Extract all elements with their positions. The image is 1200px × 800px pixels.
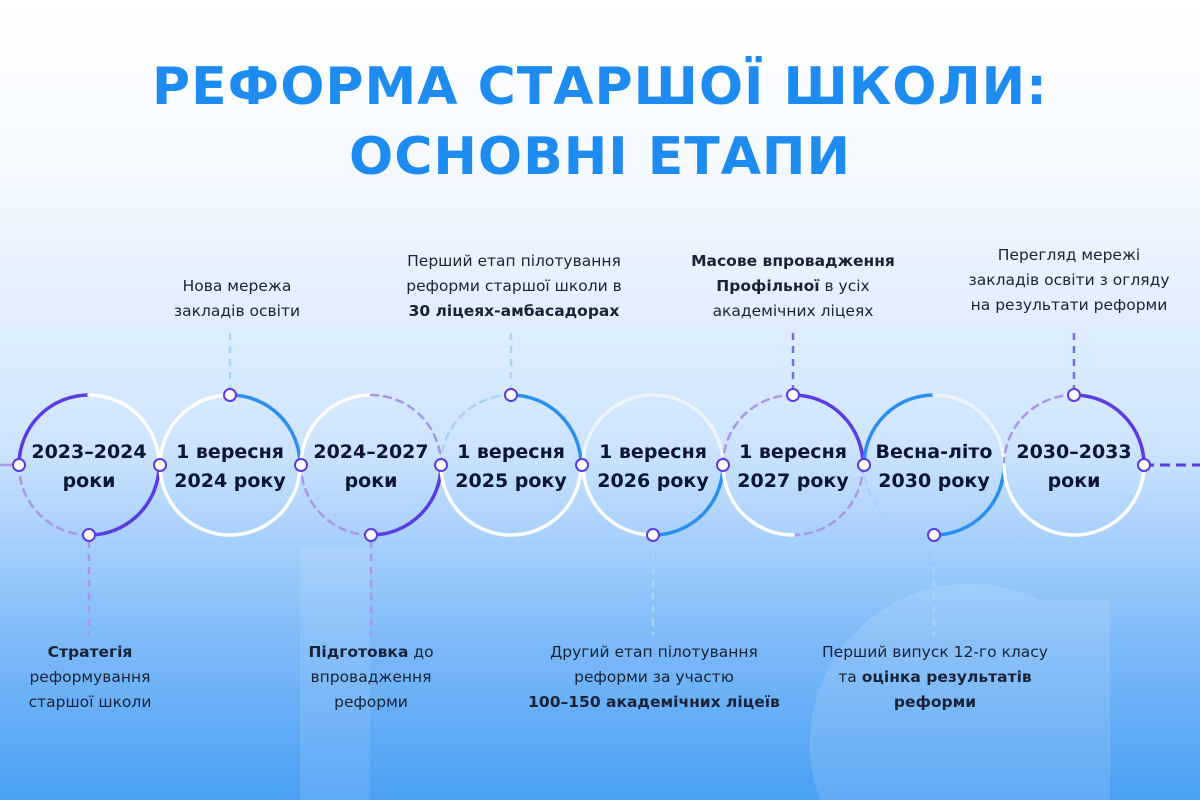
desc-line: реформи за участю xyxy=(574,668,734,686)
desc-line xyxy=(516,690,792,715)
desc-text: в усіх xyxy=(819,277,870,295)
timeline-connector-dot xyxy=(365,529,377,541)
timeline-connector-dot xyxy=(83,529,95,541)
milestone-description xyxy=(516,640,792,715)
milestone-date-line: 2027 року xyxy=(737,470,849,492)
desc-line: Перший випуск 12-го класу xyxy=(822,643,1048,661)
milestone-description xyxy=(117,274,357,324)
milestone-date xyxy=(301,438,441,496)
milestone-date-line: 2024–2027 xyxy=(313,441,429,463)
milestone-date xyxy=(583,438,723,496)
timeline-connector-dot xyxy=(505,389,517,401)
desc-line: закладів освіти з огляду xyxy=(968,271,1170,289)
desc-line: Перегляд мережі xyxy=(997,246,1141,264)
milestone-description xyxy=(384,249,644,324)
desc-bold: оцінка результатів xyxy=(861,668,1032,686)
desc-line: впровадження xyxy=(310,668,432,686)
milestone-date-line: 1 вересня xyxy=(739,441,847,463)
desc-line xyxy=(800,665,1070,690)
desc-line: закладів освіти xyxy=(173,302,301,320)
milestone-description xyxy=(938,243,1200,318)
timeline-connector-dot xyxy=(647,529,659,541)
desc-text: та xyxy=(838,668,862,686)
desc-bold: Підготовка xyxy=(308,643,409,661)
milestone-date xyxy=(864,438,1004,496)
desc-line xyxy=(673,249,913,274)
milestone-description xyxy=(251,640,491,715)
milestone-date xyxy=(441,438,581,496)
milestone-description xyxy=(800,640,1070,715)
desc-line: реформи старшої школи в xyxy=(406,277,622,295)
desc-line: на результати реформи xyxy=(970,296,1168,314)
desc-bold: Стратегія xyxy=(47,643,133,661)
desc-line xyxy=(384,299,644,324)
timeline-connector-dot xyxy=(787,389,799,401)
milestone-date-line: 2025 року xyxy=(455,470,567,492)
timeline-connector-dot xyxy=(1068,389,1080,401)
milestone-description xyxy=(0,640,210,715)
desc-line: старшої школи xyxy=(28,693,152,711)
milestone-date-line: 1 вересня xyxy=(457,441,565,463)
desc-line xyxy=(0,640,210,665)
milestone-date-line: 1 вересня xyxy=(599,441,707,463)
milestone-description xyxy=(673,249,913,324)
desc-bold: Масове впровадження xyxy=(691,252,895,270)
page-title-line1: РЕФОРМА СТАРШОЇ ШКОЛИ: xyxy=(152,57,1048,117)
desc-line: Перший етап пілотування xyxy=(407,252,621,270)
milestone-date-line: 2026 року xyxy=(597,470,709,492)
milestone-date xyxy=(160,438,300,496)
milestone-date xyxy=(19,438,159,496)
desc-line: реформи xyxy=(334,693,408,711)
milestone-date-line: 2024 року xyxy=(174,470,286,492)
desc-line xyxy=(800,690,1070,715)
milestone-date-line: роки xyxy=(344,470,398,492)
desc-bold: 30 ліцеях-амбасадорах xyxy=(408,302,620,320)
milestone-date xyxy=(1004,438,1144,496)
milestone-date-line: 2030 року xyxy=(878,470,990,492)
desc-bold: реформи xyxy=(893,693,977,711)
milestone-date-line: роки xyxy=(62,470,116,492)
page-title-line2: ОСНОВНІ ЕТАПИ xyxy=(349,127,851,187)
desc-text: до xyxy=(408,643,434,661)
milestone-date-line: 2023–2024 xyxy=(31,441,147,463)
desc-bold: 100–150 академічних ліцеїв xyxy=(528,693,780,711)
timeline-connector-dot xyxy=(928,529,940,541)
milestone-date-line: Весна-літо xyxy=(875,441,993,463)
desc-line xyxy=(673,274,913,299)
desc-line: реформування xyxy=(29,668,151,686)
timeline-connector-dot xyxy=(224,389,236,401)
desc-bold: Профільної xyxy=(716,277,820,295)
milestone-date-line: 1 вересня xyxy=(176,441,284,463)
desc-line: Другий етап пілотування xyxy=(550,643,758,661)
milestone-date xyxy=(723,438,863,496)
desc-line: академічних ліцеях xyxy=(712,302,874,320)
desc-line xyxy=(251,640,491,665)
desc-line: Нова мережа xyxy=(182,277,292,295)
milestone-date-line: роки xyxy=(1047,470,1101,492)
milestone-date-line: 2030–2033 xyxy=(1016,441,1132,463)
